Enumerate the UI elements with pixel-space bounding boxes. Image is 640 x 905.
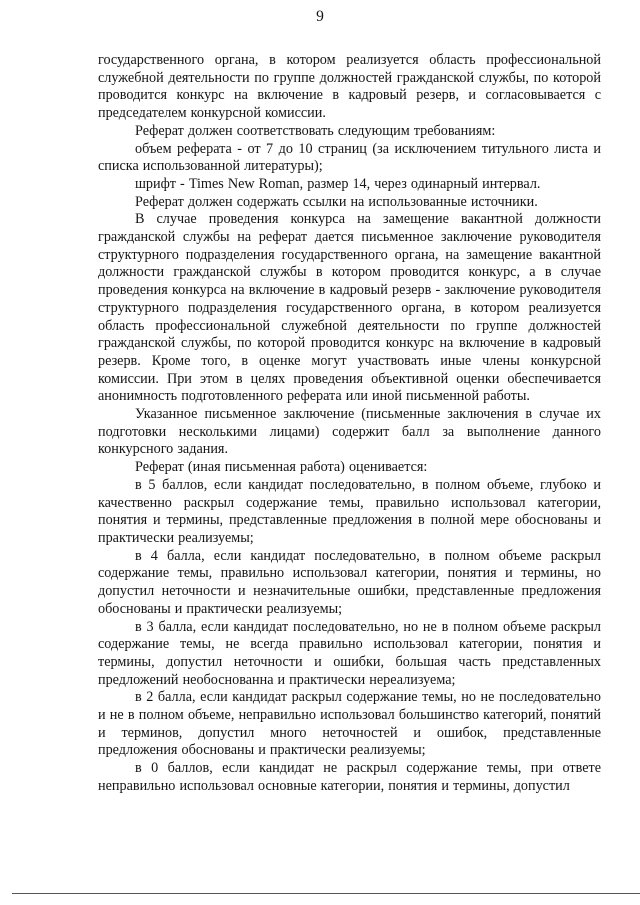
paragraph-requirement-font: шрифт - Times New Roman, размер 14, через одинарный интервал. [135, 175, 541, 192]
paragraph-references: Реферат должен содержать ссылки на использованные источники. [135, 193, 538, 210]
paragraph-conclusion-procedure: В случае проведения конкурса на замещение вакантной должности гражданской службы на реферат дается письменное заключение руководителя структурного подразделения государственного органа, на замещение вакантной должности гражданской службы в котором проводится конкурс, а в случае проведения конкурса на включение в кадровый резерв - заключение руководителя структурного подразделения государственного органа, в котором реализуется область профессиональной служебной деятельности по группе должностей гражданской службы, по которой проводится конкурс на включение в кадровый резерв. Кроме того, в оценке могут участвовать иные члены конкурсной комиссии. При этом в целях проведения объективной оценки обеспечивается анонимность подготовленного реферата или иной письменной работы. [98, 211, 601, 405]
document-body [98, 52, 601, 796]
paragraph-score-4: в 4 балла, если кандидат последовательно, в полном объеме раскрыл содержание темы, правильно использовал категории, понятия и термины, но допустил неточности и незначительные ошибки, представленные предложения обоснованы и практически реализуемы; [98, 547, 601, 617]
paragraph-requirement-volume: объем реферата - от 7 до 10 страниц (за исключением титульного листа и списка использованной литературы); [98, 140, 601, 175]
paragraph-score-0: в 0 баллов, если кандидат не раскрыл содержание темы, при ответе неправильно использовал основные категории, понятия и термины, допустил [98, 760, 601, 794]
paragraph-requirements-intro: Реферат должен соответствовать следующим требованиям: [135, 122, 496, 139]
page-number: 9 [316, 8, 324, 25]
bottom-divider [12, 893, 640, 894]
paragraph-conclusion-score: Указанное письменное заключение (письменные заключения в случае их подготовки несколькими лицами) содержит балл за выполнение данного конкурсного задания. [98, 406, 601, 458]
paragraph-evaluation-intro: Реферат (иная письменная работа) оценивается: [135, 459, 428, 476]
paragraph-score-3: в 3 балла, если кандидат последовательно, но не в полном объеме раскрыл содержание темы, не всегда правильно использовал категории, понятия и термины, допустил неточности и ошибки, большая часть представленных предложений необоснованна и практически нереализуема; [98, 618, 601, 688]
paragraph-score-5: в 5 баллов, если кандидат последовательно, в полном объеме, глубоко и качественно раскрыл содержание темы, правильно использовал категории, понятия и термины, представленные предложения в полной мере обоснованы и практически реализуемы; [98, 476, 601, 546]
paragraph-continuation: государственного органа, в котором реализуется область профессиональной служебной деятельности по группе должностей гражданской службы, по которой проводится конкурс на включение в кадровый резерв, и согласовывается с председателем конкурсной комиссии. [98, 52, 601, 122]
paragraph-score-2: в 2 балла, если кандидат раскрыл содержание темы, но не последовательно и не в полном объеме, неправильно использовал большинство категорий, понятий и терминов, допустил много неточностей и ошибок, представленные предложения обоснованы и практически реализуемы; [98, 689, 601, 759]
